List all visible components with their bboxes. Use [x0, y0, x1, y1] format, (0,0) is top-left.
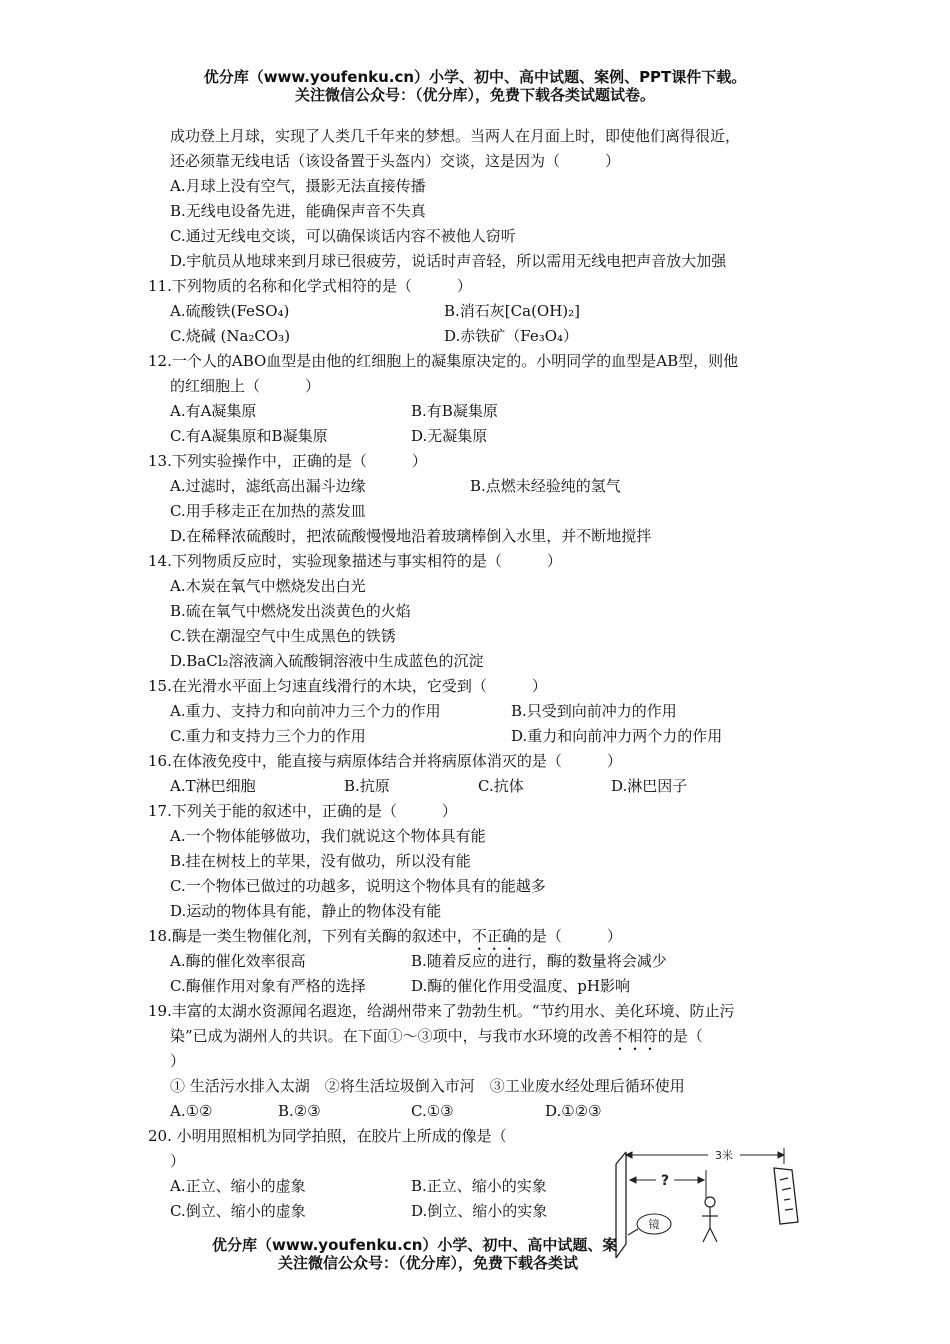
- q10-option-b: B.无线电设备先进，能确保声音不失真: [170, 202, 426, 220]
- q18-emphasis: 不正确: [471, 927, 517, 945]
- q19-option-c: C.①③: [411, 1102, 454, 1120]
- q18-option-c: C.酶催作用对象有严格的选择: [170, 977, 366, 995]
- q19-stem-line-2: [170, 1026, 703, 1054]
- q16-stem: 16.在体液免疫中，能直接与病原体结合并将病原体消灭的是（ ）: [148, 752, 622, 770]
- q15-option-a: A.重力、支持力和向前冲力三个力的作用: [170, 702, 441, 720]
- q11-option-c: C.烧碱 (Na₂CO₃): [170, 327, 291, 345]
- q18-stem: [148, 926, 622, 954]
- q14-option-d: D.BaCl₂溶液滴入硫酸铜溶液中生成蓝色的沉淀: [170, 652, 484, 670]
- q15-option-b: B.只受到向前冲力的作用: [511, 702, 677, 720]
- q10-option-d: D.宇航员从地球来到月球已很疲劳，说话时声音轻，所以需用无线电把声音放大加强: [170, 252, 727, 270]
- mirror-label-bubble: [628, 1214, 671, 1235]
- q12-stem-line-2: 的红细胞上（ ）: [170, 377, 321, 395]
- q19-option-b: B.②③: [278, 1102, 321, 1120]
- footer-line-1: 优分库（www.youfenku.cn）小学、初中、高中试题、案: [212, 1236, 618, 1254]
- q17-option-a: A.一个物体能够做功，我们就说这个物体具有能: [170, 827, 486, 845]
- q20-stem-line-1: 20. 小明用照相机为同学拍照，在胶片上所成的像是（: [148, 1127, 507, 1145]
- q19-option-d: D.①②③: [545, 1102, 602, 1120]
- q20-option-a: A.正立、缩小的虚象: [170, 1177, 306, 1195]
- unknown-label: ?: [660, 1173, 670, 1189]
- q18-option-d: D.酶的催化作用受温度、pH影响: [411, 977, 630, 995]
- q20-option-d: D.倒立、缩小的实象: [411, 1202, 548, 1220]
- q10-option-a: A.月球上没有空气，摄影无法直接传播: [170, 177, 426, 195]
- q18-stem-post: 的是（ ）: [516, 927, 622, 945]
- eye-chart: [774, 1168, 798, 1224]
- q19-stem-line-3: ）: [170, 1052, 186, 1070]
- q11-option-b: B.消石灰[Ca(OH)₂]: [444, 302, 581, 320]
- q18-option-b: B.随着反应的进行，酶的数量将会减少: [411, 952, 667, 970]
- q17-option-b: B.挂在树枝上的苹果，没有做功，所以没有能: [170, 852, 471, 870]
- q15-option-c: C.重力和支持力三个力的作用: [170, 727, 366, 745]
- distance-dimension-line: [626, 1148, 784, 1164]
- q19-stem-line-1: 19.丰富的太湖水资源闻名遐迩，给湖州带来了勃勃生机。“节约用水、美化环境、防止污: [148, 1002, 735, 1020]
- q13-option-d: D.在稀释浓硫酸时，把浓硫酸慢慢地沿着玻璃棒倒入水里，并不断地搅拌: [170, 527, 652, 545]
- q11-option-d: D.赤铁矿（Fe₃O₄）: [444, 327, 579, 345]
- header-line-1: 优分库（www.youfenku.cn）小学、初中、高中试题、案例、PPT课件下载。: [203, 68, 747, 86]
- q19-option-a: A.①②: [170, 1102, 213, 1120]
- q17-option-d: D.运动的物体具有能，静止的物体没有能: [170, 902, 442, 920]
- q12-option-c: C.有A凝集原和B凝集原: [170, 427, 328, 445]
- distance-label: 3米: [715, 1149, 733, 1162]
- header-line-2: 关注微信公众号：（优分库），免费下载各类试题试卷。: [294, 86, 655, 104]
- q15-stem: 15.在光滑水平面上匀速直线滑行的木块，它受到（ ）: [148, 677, 547, 695]
- q20-option-c: C.倒立、缩小的虚象: [170, 1202, 306, 1220]
- q20-stem-line-2: ）: [170, 1152, 186, 1170]
- q18-stem-pre: 18.酶是一类生物催化剂，下列有关酶的叙述中，: [148, 927, 472, 945]
- q11-option-a: A.硫酸铁(FeSO₄): [170, 302, 290, 320]
- q14-option-c: C.铁在潮湿空气中生成黑色的铁锈: [170, 627, 396, 645]
- q13-option-c: C.用手移走正在加热的蒸发皿: [170, 502, 366, 520]
- q19-stem-pre: 染”已成为湖州人的共识。在下面①～③项中，与我市水环境的改善: [170, 1027, 613, 1045]
- q13-option-a: A.过滤时，滤纸高出漏斗边缘: [170, 477, 366, 495]
- mirror-shape: [616, 1152, 626, 1258]
- q17-option-c: C.一个物体已做过的功越多，说明这个物体具有的能越多: [170, 877, 546, 895]
- q10-stem-line-2: 还必须靠无线电话（该设备置于头盔内）交谈，这是因为（ ）: [170, 152, 621, 170]
- q19-stem-post: 的是（: [657, 1027, 703, 1045]
- q13-stem: 13.下列实验操作中，正确的是（ ）: [148, 452, 427, 470]
- q12-option-b: B.有B凝集原: [411, 402, 498, 420]
- q20-mirror-figure: [608, 1140, 808, 1265]
- q12-option-d: D.无凝集原: [411, 427, 488, 445]
- q10-stem-line-1: 成功登上月球，实现了人类几千年来的梦想。当两人在月面上时，即使他们离得很近，: [170, 127, 741, 145]
- q17-stem: 17.下列关于能的叙述中，正确的是（ ）: [148, 802, 457, 820]
- q19-items: ① 生活污水排入太湖 ②将生活垃圾倒入市河 ③工业废水经处理后循环使用: [170, 1077, 685, 1095]
- q16-option-d: D.淋巴因子: [611, 777, 688, 795]
- q14-option-a: A.木炭在氧气中燃烧发出白光: [170, 577, 366, 595]
- q12-stem-line-1: 12.一个人的ABO血型是由他的红细胞上的凝集原决定的。小明同学的血型是AB型，则他: [148, 352, 739, 370]
- q16-option-b: B.抗原: [344, 777, 390, 795]
- q16-option-a: A.T淋巴细胞: [170, 777, 256, 795]
- footer-line-2: 关注微信公众号：（优分库），免费下载各类试: [278, 1254, 579, 1272]
- q16-option-c: C.抗体: [478, 777, 524, 795]
- q15-option-d: D.重力和向前冲力两个力的作用: [511, 727, 723, 745]
- person-figure: [702, 1197, 718, 1242]
- q20-option-b: B.正立、缩小的实象: [411, 1177, 547, 1195]
- q10-option-c: C.通过无线电交谈，可以确保谈话内容不被他人窃听: [170, 227, 516, 245]
- q12-option-a: A.有A凝集原: [170, 402, 257, 420]
- q11-stem: 11.下列物质的名称和化学式相符的是（ ）: [148, 277, 472, 295]
- q14-stem: 14.下列物质反应时，实验现象描述与事实相符的是（ ）: [148, 552, 562, 570]
- q13-option-b: B.点燃未经验纯的氢气: [470, 477, 621, 495]
- q19-emphasis: 不相符: [612, 1027, 658, 1045]
- mirror-label: 镜: [648, 1218, 660, 1231]
- q14-option-b: B.硫在氧气中燃烧发出淡黄色的火焰: [170, 602, 411, 620]
- q18-option-a: A.酶的催化效率很高: [170, 952, 306, 970]
